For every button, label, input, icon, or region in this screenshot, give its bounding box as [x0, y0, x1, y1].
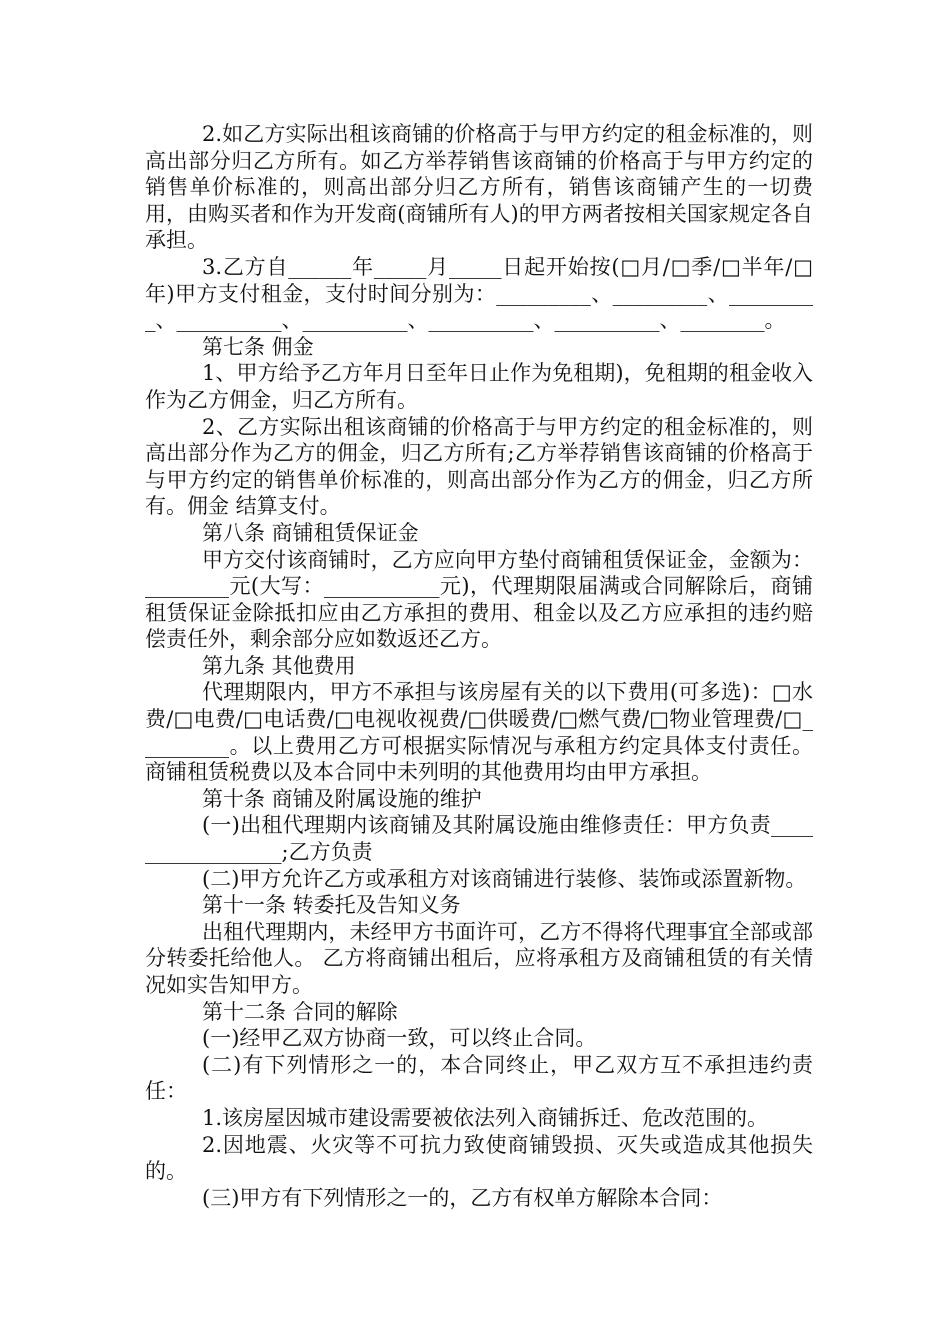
article-7-heading: 第七条 佣金 — [202, 334, 314, 359]
article-7-item-2: 2、乙方实际出租该商铺的价格高于与甲方约定的租金标准的，则高出部分作为乙方的佣金，归乙方所有;乙方举荐销售该商铺的价格高于与甲方约定的销售单价标准的，则高出部分作为乙方的佣金，归乙方所有。佣金 结算支付。 — [145, 414, 813, 519]
article-12-heading: 第十二条 合同的解除 — [202, 999, 398, 1024]
article-12-item-1: (一)经甲乙双方协商一致，可以终止合同。 — [202, 1026, 597, 1051]
article-10-item-1: (一)出租代理期内该商铺及其附属设施由维修责任：甲方负责_________________;乙方负责 — [145, 813, 813, 865]
article-7-item-1: 1、甲方给予乙方年月日至年日止作为免租期)，免租期的租金收入作为乙方佣金，归乙方所有。 — [145, 361, 813, 412]
clause-6-item-2: 2.如乙方实际出租该商铺的价格高于与甲方约定的租金标准的，则高出部分归乙方所有。如乙方举荐销售该商铺的价格高于与甲方约定的销售单价标准的，则高出部分归乙方所有，销售该商铺产生的一切费用，由购买者和作为开发商(商铺所有人)的甲方两者按相关国家规定各自承担。 — [145, 122, 813, 253]
article-10-item-2: (二)甲方允许乙方或承租方对该商铺进行装修、装饰或添置新物。 — [202, 866, 807, 891]
article-12-item-2: (二)有下列情形之一的，本合同终止，甲乙双方互不承担违约责任： — [145, 1052, 813, 1104]
article-8-heading: 第八条 商铺租赁保证金 — [202, 520, 419, 545]
article-12-item-2-sub-1: 1.该房屋因城市建设需要被依法列入商铺拆迁、危改范围的。 — [202, 1105, 769, 1130]
clause-6-item-3: 3.乙方自______年_____月_____日起开始按(□月/□季/□半年/□年)甲方支付租金，支付时间分别为：_________、_________、_________、__________、__________、__________、__________、________。 — [145, 254, 813, 333]
article-11-body: 出租代理期内，未经甲方书面许可，乙方不得将代理事宜全部或部分转委托给他人。 乙方将商铺出租后，应将承租方及商铺租赁的有关情况如实告知甲方。 — [145, 919, 813, 997]
article-10-heading: 第十条 商铺及附属设施的维护 — [202, 786, 482, 811]
contract-body — [145, 121, 813, 1211]
article-9-body: 代理期限内，甲方不承担与该房屋有关的以下费用(可多选)：□水费/□电费/□电话费/□电视收视费/□供暖费/□燃气费/□物业管理费/□_________。以上费用乙方可根据实际情况与承租方约定具体支付责任。商铺租赁税费以及本合同中未列明的其他费用均由甲方承担。 — [145, 680, 813, 785]
article-12-item-2-sub-2: 2.因地震、火灾等不可抗力致使商铺毁损、灭失或造成其他损失的。 — [145, 1132, 813, 1184]
article-11-heading: 第十一条 转委托及告知义务 — [202, 893, 461, 918]
article-12-item-3: (三)甲方有下列情形之一的，乙方有权单方解除本合同： — [202, 1185, 723, 1210]
article-8-body: 甲方交付该商铺时，乙方应向甲方垫付商铺租赁保证金，金额为：________元(大写：___________元)，代理期限届满或合同解除后，商铺租赁保证金除抵扣应由乙方承担的费用、租金以及乙方应承担的违约赔偿责任外，剩余部分应如数返还乙方。 — [145, 547, 813, 652]
article-9-heading: 第九条 其他费用 — [202, 653, 356, 678]
